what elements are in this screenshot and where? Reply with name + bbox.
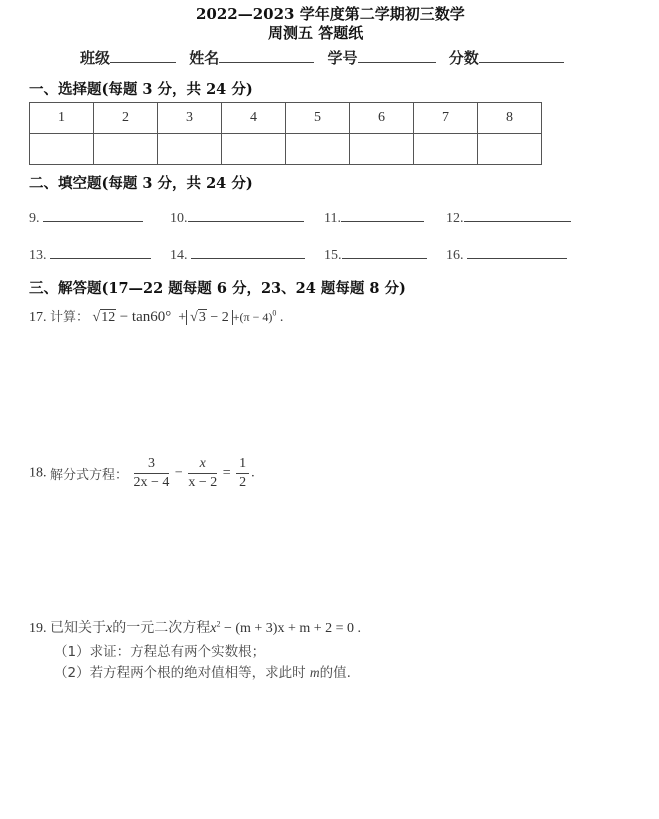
absolute-value [186, 310, 233, 325]
answer-cell[interactable] [222, 134, 286, 165]
question-number: 17. [29, 310, 47, 325]
question-text-a: 已知关于 [50, 620, 106, 636]
fraction-1 [134, 455, 170, 492]
numerator: 3 [134, 455, 170, 474]
fill-item-12 [446, 207, 571, 227]
name-label: 姓名 [189, 49, 220, 67]
minus-2: − 2 [210, 310, 229, 325]
fill-blank[interactable] [50, 244, 151, 259]
answer-cell[interactable] [286, 134, 350, 165]
equation-exponent: 2 [216, 619, 221, 629]
answer-cell[interactable] [30, 134, 94, 165]
sqrt-12: 12 [101, 310, 116, 325]
equation-rest: − (m + 3)x + m + 2 = 0 . [220, 621, 362, 636]
answer-cell[interactable] [158, 134, 222, 165]
fill-item-14 [170, 244, 305, 264]
fill-item-10 [170, 207, 304, 227]
denominator: 2x − 4 [133, 475, 170, 490]
minus-sign: − [174, 465, 183, 481]
score-field[interactable] [479, 48, 564, 63]
fill-blank[interactable] [43, 207, 143, 222]
fill-blank[interactable] [191, 244, 305, 259]
item-number: 10. [170, 211, 188, 226]
question-17 [29, 306, 283, 326]
question-text-b: 的一元二次方程 [112, 620, 211, 636]
answer-cell[interactable] [350, 134, 414, 165]
student-info-row [80, 47, 564, 68]
fill-blank[interactable] [467, 244, 567, 259]
pi-term: +(π − 4) [232, 310, 273, 324]
sqrt-3: 3 [198, 310, 206, 325]
question-number-cell: 7 [414, 103, 478, 134]
denominator: x − 2 [188, 475, 218, 490]
item-number: 11. [324, 211, 341, 226]
question-19-part-2 [54, 661, 351, 681]
fill-item-15 [324, 244, 427, 264]
question-18 [29, 455, 255, 492]
numerator: x [188, 455, 217, 474]
student-id-field[interactable] [358, 48, 436, 63]
question-label: 计算： [50, 310, 90, 325]
item-number: 14. [170, 248, 188, 263]
fraction-3 [236, 455, 249, 492]
section-2-heading: 二、填空题(每题 3 分，共 24 分) [29, 175, 253, 192]
table-answer-row [30, 134, 542, 165]
numerator: 1 [236, 455, 249, 474]
part-2-text-b: 的值. [319, 665, 351, 681]
item-number: 16. [446, 248, 464, 263]
question-number: 18. [29, 465, 47, 481]
answer-cell[interactable] [478, 134, 542, 165]
section-3-heading: 三、解答题(17—22 题每题 6 分，23、24 题每题 8 分) [29, 280, 406, 297]
section-1-heading: 一、选择题(每题 3 分，共 24 分) [29, 81, 253, 98]
fill-blank[interactable] [342, 244, 427, 259]
question-number-cell: 3 [158, 103, 222, 134]
question-number-cell: 1 [30, 103, 94, 134]
item-number: 13. [29, 248, 47, 263]
table-header-row [30, 103, 542, 134]
fill-blank[interactable] [188, 207, 304, 222]
answer-cell[interactable] [414, 134, 478, 165]
period: . [279, 310, 284, 325]
exponent-zero: 0 [272, 308, 277, 318]
page-title: 2022—2023 学年度第二学期初三数学 [196, 5, 465, 23]
fill-blank[interactable] [464, 207, 571, 222]
item-number: 12. [446, 211, 464, 226]
variable-x: x [106, 621, 113, 636]
score-label: 分数 [448, 49, 479, 67]
question-number: 19. [29, 621, 47, 636]
question-19 [29, 617, 361, 637]
question-number-cell: 2 [94, 103, 158, 134]
period: . [251, 465, 255, 481]
question-19-part-1: （1）求证：方程总有两个实数根； [54, 644, 266, 660]
sqrt-symbol: √ [190, 310, 198, 325]
fill-item-11 [324, 207, 424, 227]
fill-item-9 [29, 207, 143, 227]
plus-sign: + [178, 310, 187, 325]
question-number-cell: 6 [350, 103, 414, 134]
fill-item-16 [446, 244, 567, 264]
denominator: 2 [239, 475, 247, 490]
item-number: 9. [29, 211, 40, 226]
question-label: 解分式方程： [50, 468, 129, 483]
answer-cell[interactable] [94, 134, 158, 165]
question-number-cell: 5 [286, 103, 350, 134]
equation-x: x [210, 621, 217, 636]
page-subtitle: 周测五 答题纸 [268, 24, 364, 42]
class-label: 班级 [80, 49, 111, 67]
class-field[interactable] [110, 48, 176, 63]
fill-item-13 [29, 244, 151, 264]
variable-m: m [309, 665, 320, 680]
minus-tan60: − tan60° [119, 309, 172, 325]
part-2-text-a: （2）若方程两个根的绝对值相等，求此时 [54, 665, 306, 681]
name-field[interactable] [219, 48, 314, 63]
equals-sign: = [222, 465, 231, 481]
sqrt-symbol: √ [92, 310, 101, 325]
item-number: 15. [324, 248, 342, 263]
question-number-cell: 4 [222, 103, 286, 134]
fraction-2 [188, 455, 217, 492]
question-number-cell: 8 [478, 103, 542, 134]
student-id-label: 学号 [327, 49, 358, 67]
fill-blank[interactable] [341, 207, 424, 222]
choice-answer-table [29, 102, 542, 165]
